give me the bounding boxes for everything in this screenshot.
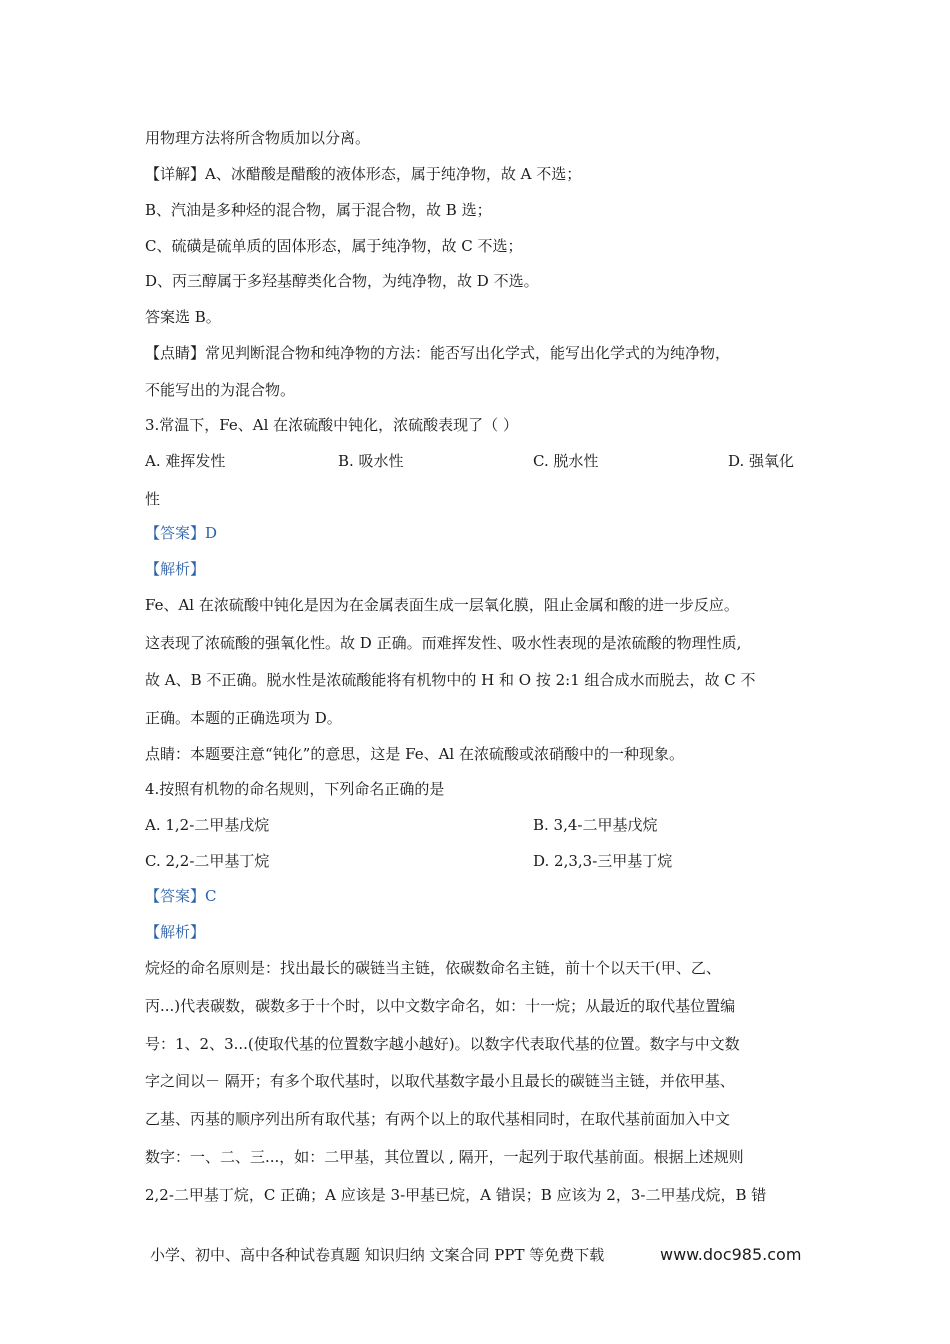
text-line: 【点睛】常见判断混合物和纯净物的方法：能否写出化学式，能写出化学式的为纯净物， [145,344,731,362]
analysis-line: 烷烃的命名原则是：找出最长的碳链当主链，依碳数命名主链，前十个以天干(甲、乙、 [145,959,721,977]
analysis-line: 丙...)代表碳数，碳数多于十个时，以中文数字命名，如：十一烷；从最近的取代基位置编 [145,997,736,1015]
text-line: 用物理方法将所含物质加以分离。 [145,129,371,147]
analysis-line: 2,2-二甲基丁烷，C 正确；A 应该是 3-甲基已烷，A 错误；B 应该为 2，3-二甲基戊烷，B 错 [145,1186,767,1204]
text-line: D、丙三醇属于多羟基醇类化合物，为纯净物，故 D 不选。 [145,272,539,290]
analysis-line: 故 A、B 不正确。脱水性是浓硫酸能将有机物中的 H 和 O 按 2:1 组合成水而脱去，故 C 不 [145,671,756,689]
page-footer [150,1245,810,1265]
text-line: 不能写出的为混合物。 [145,381,296,399]
analysis-line: 号：1、2、3...(使取代基的位置数字越小越好)。以数字代表取代基的位置。数字与中文数 [145,1035,740,1053]
question-4: 4.按照有机物的命名规则，下列命名正确的是 [145,780,445,798]
footer-site-link[interactable]: www.doc985.com [660,1245,802,1264]
text-line: 答案选 B。 [145,308,221,326]
q3-option-a: A. 难挥发性 [145,452,226,470]
q3-answer-label: 【答案】D [145,524,218,542]
q4-option-c: C. 2,2-二甲基丁烷 [145,852,270,870]
q3-analysis-label: 【解析】 [145,560,206,578]
footer-text: 小学、初中、高中各种试卷真题 知识归纳 文案合同 PPT 等免费下载 [150,1246,605,1264]
q3-option-d-wrap: 性 [145,490,161,508]
question-3: 3.常温下，Fe、Al 在浓硫酸中钝化，浓硫酸表现了（ ） [145,416,518,434]
q4-option-a: A. 1,2-二甲基戊烷 [145,816,270,834]
q3-option-d: D. 强氧化 [728,452,795,470]
analysis-line: Fe、Al 在浓硫酸中钝化是因为在金属表面生成一层氧化膜，阻止金属和酸的进一步反应。 [145,596,739,614]
text-line: B、汽油是多种烃的混合物，属于混合物，故 B 选； [145,201,492,219]
q4-option-b: B. 3,4-二甲基戊烷 [533,816,658,834]
q4-analysis-label: 【解析】 [145,923,206,941]
analysis-line: 数字：一、二、三...，如：二甲基，其位置以 , 隔开，一起列于取代基前面。根据上述规则 [145,1148,744,1166]
q4-option-d: D. 2,3,3-三甲基丁烷 [533,852,673,870]
analysis-line: 正确。本题的正确选项为 D。 [145,709,342,727]
text-line: C、硫磺是硫单质的固体形态，属于纯净物，故 C 不选； [145,237,523,255]
analysis-line: 这表现了浓硫酸的强氧化性。故 D 正确。而难挥发性、吸水性表现的是浓硫酸的物理性质, [145,634,742,652]
analysis-line: 乙基、丙基的顺序列出所有取代基；有两个以上的取代基相同时，在取代基前面加入中文 [145,1110,731,1128]
q3-option-c: C. 脱水性 [533,452,599,470]
analysis-line: 字之间以－ 隔开；有多个取代基时，以取代基数字最小且最长的碳链当主链，并依甲基、 [145,1072,735,1090]
q4-answer-label: 【答案】C [145,887,217,905]
q3-option-b: B. 吸水性 [338,452,404,470]
analysis-line: 点睛：本题要注意“钝化”的意思，这是 Fe、Al 在浓硫酸或浓硝酸中的一种现象。 [145,745,684,763]
text-line: 【详解】A、冰醋酸是醋酸的液体形态，属于纯净物，故 A 不选； [145,165,582,183]
